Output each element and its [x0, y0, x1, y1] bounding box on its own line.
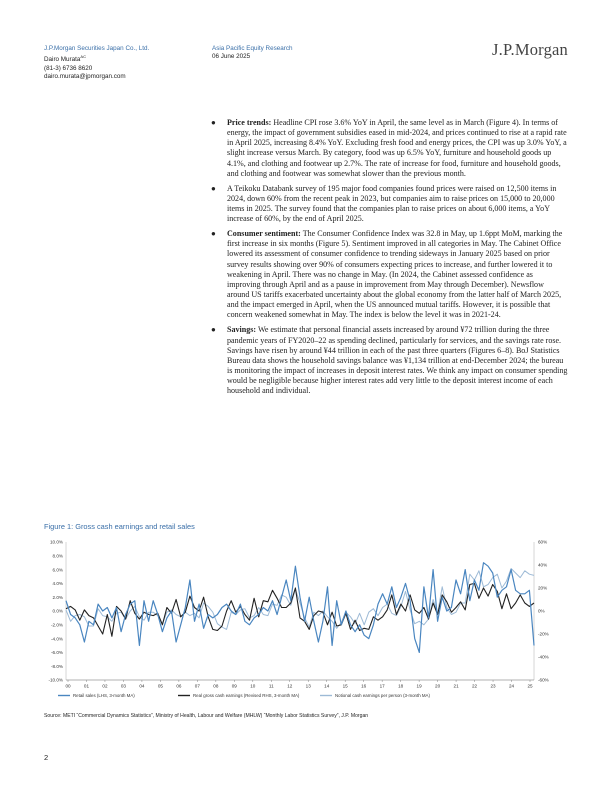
- bullet-savings: [210, 325, 568, 396]
- publish-date: 06 June 2025: [212, 53, 251, 61]
- bullet-dot-icon: ●: [211, 183, 216, 193]
- bullet-consumer-sentiment: [210, 229, 568, 320]
- x-tick-label: 14: [324, 683, 330, 689]
- y-right-tick-label: -60%: [538, 677, 549, 683]
- x-tick-label: 18: [398, 683, 404, 689]
- x-tick-label: 24: [508, 683, 515, 689]
- header-author-block: [44, 45, 149, 81]
- x-tick-label: 00: [65, 683, 71, 689]
- bullet-lead: Consumer sentiment:: [227, 229, 301, 239]
- x-tick-label: 07: [194, 683, 200, 689]
- jpmorgan-logo: J.P.Morgan: [492, 40, 568, 59]
- figure-source: Source: METI “Commercial Dynamics Statistics”, Ministry of Health, Labour and Welfare (MHLW) “Monthly Labor Statistics Survey”, J.P. Morgan: [44, 713, 369, 719]
- y-right-tick-label: 20%: [538, 585, 548, 591]
- y-left-tick-label: 10.0%: [49, 539, 63, 545]
- x-tick-label: 23: [490, 683, 496, 689]
- author-phone: (81-3) 6736 8620: [44, 64, 93, 72]
- page-number: 2: [44, 753, 49, 762]
- y-right-tick-label: 40%: [538, 562, 548, 568]
- y-left-tick-label: -6.0%: [50, 650, 63, 656]
- bullet-teikoku-survey: [210, 184, 568, 225]
- bullet-text: The Consumer Confidence Index was 32.8 in May, up 1.6ppt MoM, marking the first increase in six months (Figure 5). Sentiment improved in all categories in May. The Cabinet Office lowered its assessment of consumer confidence to trending sideways in January 2025 based on prior survey results showing over 90% of consumers expecting prices to increase, and further lowered it to weakening in April. There was no change in May. (In 2024, the Cabinet assessed confidence as improving through April and as a pause in improvement from May through December). Newsflow around US tariffs exacerbated uncertainty about the global economy from the latter half of March 2025, and the impact emerged in April, when the US announced mutual tariffs. However, it is possible that concern weakened somewhat in May. The index is below the level it was in 2021-24.: [227, 229, 563, 320]
- author-name-line: [44, 53, 149, 64]
- bullet-price-trends: [210, 118, 568, 179]
- y-left-tick-label: -2.0%: [50, 622, 63, 628]
- bullet-dot-icon: ●: [211, 229, 216, 239]
- x-tick-label: 06: [176, 683, 182, 689]
- x-tick-label: 03: [120, 683, 127, 689]
- figure-title: Figure 1: Gross cash earnings and retail sales: [44, 522, 195, 531]
- x-tick-label: 25: [527, 683, 533, 689]
- x-tick-label: 20: [435, 683, 441, 689]
- x-tick-label: 17: [379, 683, 385, 689]
- bullet-text: We estimate that personal financial assets increased by around ¥72 trillion during the three pandemic years of FY2020–22 as spending declined, particularly for services, and the savings rate rose. Savings have risen by around ¥44 trillion in each of the past three quarters (Figures 6–8). BoJ Statistics Bureau data shows the household savings balance was ¥1,134 trillion at end-December 2024; the bureau is monitoring the impact of increases in deposit interest rates. We think any impact on consumer spending would be negligible because higher interest rates add very little to the deposit interest income of each household and individual.: [227, 325, 568, 396]
- author-email[interactable]: dairo.murata@jpmorgan.com: [44, 72, 126, 80]
- x-tick-label: 04: [139, 683, 145, 689]
- y-left-tick-label: 4.0%: [52, 581, 63, 587]
- company-name: J.P.Morgan Securities Japan Co., Ltd.: [44, 45, 150, 52]
- series-name: Asia Pacific Equity Research: [212, 45, 293, 52]
- x-tick-label: 21: [453, 683, 459, 689]
- bullet-text: Headline CPI rose 3.6% YoY in April, the same level as in March (Figure 4). In terms of energy, the impact of government subsidies eased in mid-2024, and prices continued to rise at a rapid rate in April 2025, increasing 8.4% YoY. Excluding fresh food and energy prices, the CPI was up 3.0% YoY, a slight increase versus March. By category, food was up 6.5% YoY, furniture and household goods up 4.1%, and clothing and footwear up 2.7%. The rate of increase for food, furniture and household goods, and clothing and footwear was somewhat slower than the previous month.: [227, 118, 567, 178]
- x-tick-label: 15: [342, 683, 348, 689]
- bullet-lead: Price trends:: [227, 118, 272, 127]
- x-tick-label: 09: [231, 683, 237, 689]
- legend-label: Real gross cash earnings (Revised RHS, 3-month MA): [193, 693, 300, 698]
- x-tick-label: 12: [287, 683, 293, 689]
- bullet-dot-icon: ●: [211, 325, 216, 335]
- y-left-tick-label: -10.0%: [48, 677, 63, 683]
- x-tick-label: 05: [157, 683, 163, 689]
- body-text: [210, 118, 568, 401]
- chart: [36, 534, 572, 706]
- y-left-tick-label: 2.0%: [52, 594, 63, 600]
- bullet-lead: Savings:: [227, 325, 257, 335]
- y-left-tick-label: 8.0%: [52, 553, 63, 559]
- x-tick-label: 01: [83, 683, 90, 689]
- x-tick-label: 11: [268, 683, 274, 689]
- legend-label: Retail sales (LHS, 3-month MA): [73, 693, 135, 698]
- bullet-dot-icon: ●: [211, 118, 216, 127]
- header-series-block: [212, 45, 293, 61]
- x-tick-label: 22: [471, 683, 478, 689]
- x-tick-label: 08: [213, 683, 219, 689]
- author-suffix: AC: [80, 54, 86, 60]
- y-right-tick-label: 0%: [538, 608, 545, 614]
- y-right-tick-label: -20%: [538, 631, 549, 637]
- x-tick-label: 13: [305, 683, 311, 689]
- author-name: Dairo Murata: [44, 56, 81, 64]
- x-tick-label: 19: [416, 683, 422, 689]
- y-right-tick-label: 60%: [538, 539, 548, 545]
- x-tick-label: 10: [250, 683, 256, 689]
- y-left-tick-label: -4.0%: [50, 636, 63, 642]
- x-tick-label: 02: [102, 683, 108, 689]
- y-left-tick-label: -8.0%: [50, 663, 63, 669]
- y-right-tick-label: -40%: [538, 654, 549, 660]
- x-tick-label: 16: [361, 683, 367, 689]
- legend-label: Notional cash earnings per person (3-month MA): [335, 693, 430, 698]
- bullet-text: A Teikoku Databank survey of 195 major food companies found prices were raised on 12,500 items in 2024, down 60% from the recent peak in 2023, but companies aim to raise prices on 15,000 to 20,000 items in 2025. The survey found that the companies plan to raise prices on about 6,000 items, a YoY increase of 60%, by the end of April 2025.: [227, 183, 557, 224]
- y-left-tick-label: 0.0%: [52, 608, 63, 614]
- y-left-tick-label: 6.0%: [52, 567, 63, 573]
